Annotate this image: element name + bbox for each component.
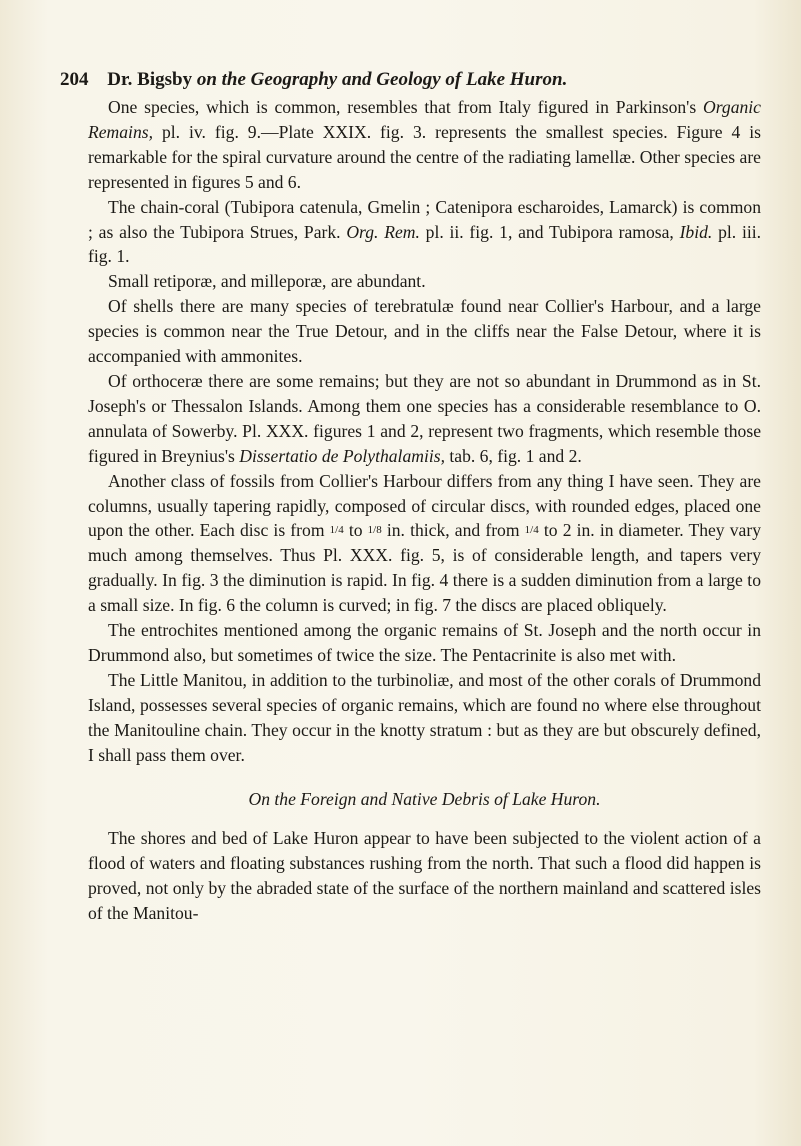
paragraph-p2 xyxy=(88,195,761,270)
text-run: tab. 6, fig. 1 and 2. xyxy=(444,445,582,466)
text-run: to 2 in. in diameter. They vary much among themselves. Thus Pl. XXX. fig. 5, is of considerable length, and tapers very gradually. In fig. 3 the diminution is rapid. In fig. 4 there is a sudden diminution from a large to a small size. In fig. 6 the column is curved; in fig. 7 the discs are placed obliquely. xyxy=(88,520,761,616)
header-title: on the Geography and Geology of Lake Huron. xyxy=(196,69,568,90)
header-author: Dr. Bigsby xyxy=(107,69,197,90)
fraction: 1/4 xyxy=(524,524,539,537)
text-run: One species, which is common, resembles that from Italy figured in Parkinson's xyxy=(108,97,703,117)
text-run: in. thick, and from xyxy=(381,520,525,541)
paragraph-p3 xyxy=(88,269,761,294)
text-run: Small retiporæ, and milleporæ, are abundant. xyxy=(108,271,426,292)
italic-text: Org. Rem. xyxy=(346,221,420,242)
text-run: The chain-coral (Tubipora catenula, Gmelin ; Catenipora escharoides, Lamarck) is common ; as also the Tubipora Strues, Park. xyxy=(88,196,761,242)
fraction: 1/4 xyxy=(329,524,344,537)
italic-text: Organic Remains, xyxy=(88,97,761,142)
body-text xyxy=(88,95,761,926)
paragraph-p7 xyxy=(88,618,761,668)
text-run: The Little Manitou, in addition to the turbinoliæ, and most of the other corals of Drummond Island, possesses several species of organic remains, which are found no where else throughout the Manitouline chain. They occur in the knotty stratum : but as they are but obscurely defined, I shall pass them over. xyxy=(88,669,761,765)
paragraph-group xyxy=(88,826,761,926)
paragraph-group xyxy=(88,95,761,767)
text-run: Another class of fossils from Collier's Harbour differs from any thing I have seen. They are columns, usually tapering rapidly, composed of circular discs, with rounded edges, placed one upon the other. Each disc is from xyxy=(88,470,761,541)
running-header xyxy=(60,68,750,92)
paragraph-p1 xyxy=(88,95,761,195)
page-number: 204 xyxy=(60,69,89,90)
paragraph-p6 xyxy=(88,469,761,618)
text-run: pl. iv. fig. 9.—Plate XXIX. fig. 3. represents the smallest species. Figure 4 is remarkable for the spiral curvature around the centre of the radiating lamellæ. Other species are represented in figures 5 and 6. xyxy=(88,121,761,192)
section-heading: On the Foreign and Native Debris of Lake Huron. xyxy=(248,789,601,810)
italic-text: Dissertatio de Polythalamiis, xyxy=(239,445,445,466)
text-run: to xyxy=(343,520,368,541)
paragraph-p4 xyxy=(88,294,761,369)
text-run: Of shells there are many species of terebratulæ found near Collier's Harbour, and a large species is common near the True Detour, and in the cliffs near the False Detour, where it is accompanied with ammonites. xyxy=(88,296,761,367)
text-run: Of orthoceræ there are some remains; but they are not so abundant in Drummond as in St. Joseph's or Thessalon Islands. Among them one species has a considerable resemblance to O. annulata of Sowerby. Pl. XXX. figures 1 and 2, represent two fragments, which resemble those figured in Breynius's xyxy=(88,370,761,466)
paragraph-p8 xyxy=(88,668,761,768)
text-run: pl. iii. fig. 1. xyxy=(88,221,762,267)
paragraph-p9 xyxy=(88,826,761,926)
italic-text: Ibid. xyxy=(679,221,713,242)
paragraph-p5 xyxy=(88,369,761,469)
text-run: The entrochites mentioned among the organic remains of St. Joseph and the north occur in Drummond also, but sometimes of twice the size. The Pentacrinite is also met with. xyxy=(88,620,761,665)
text-run: pl. ii. fig. 1, and Tubipora ramosa, xyxy=(419,221,680,242)
text-run: The shores and bed of Lake Huron appear to have been subjected to the violent action of a flood of waters and floating substances rushing from the north. That such a flood did happen is proved, not only by the abraded state of the surface of the northern mainland and scattered isles of the Manitou- xyxy=(88,828,761,924)
fraction: 1/8 xyxy=(367,524,382,537)
